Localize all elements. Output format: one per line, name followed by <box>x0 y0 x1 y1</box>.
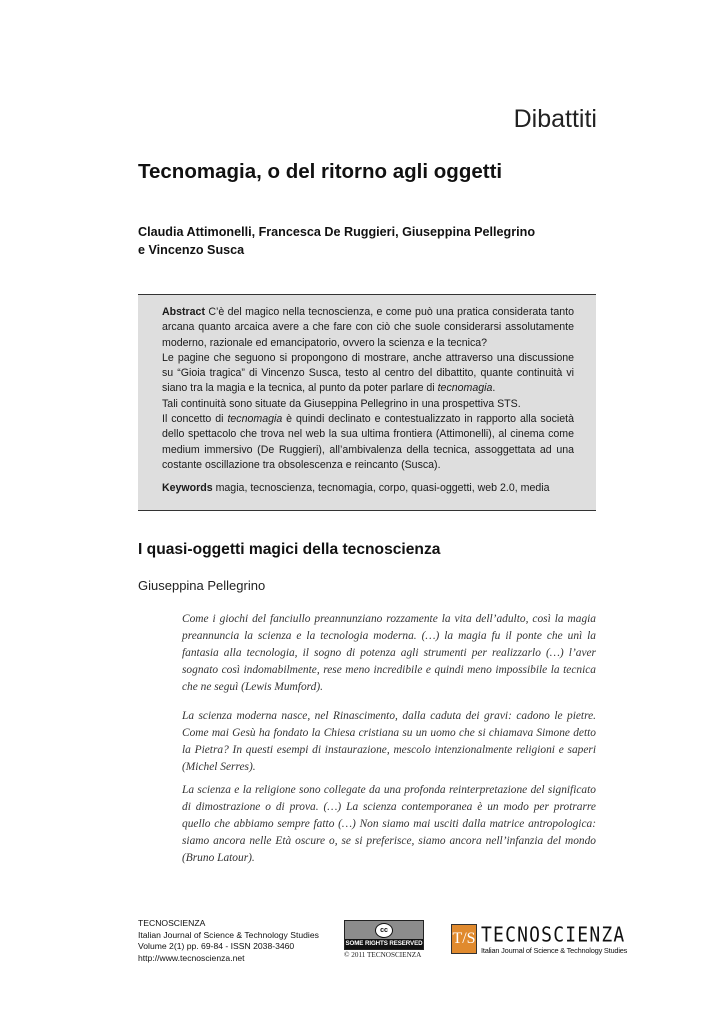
abstract-paragraph <box>162 351 574 397</box>
copyright-note: © 2011 TECNOSCIENZA <box>344 951 422 959</box>
abstract-emphasis: tecnomagia <box>437 382 493 395</box>
journal-logo-subtitle: Italian Journal of Science & Technology Studies <box>481 946 628 955</box>
abstract-box <box>138 294 596 511</box>
footer-volume: Volume 2(1) pp. 69-84 - ISSN 2038-3460 <box>138 941 295 952</box>
footer-journal-full: Italian Journal of Science & Technology Studies <box>138 929 319 940</box>
section-author: Giuseppina Pellegrino <box>138 578 266 593</box>
keywords <box>162 481 574 496</box>
creative-commons-badge[interactable] <box>344 920 424 950</box>
abstract-text-span: Il concetto di <box>162 413 228 426</box>
abstract-emphasis: tecnomagia <box>227 413 283 426</box>
abstract-label: Abstract <box>162 306 205 318</box>
article-title: Tecnomagia, o del ritorno agli oggetti <box>138 160 503 183</box>
authors-line: Claudia Attimonelli, Francesca De Ruggieri, Giuseppina Pellegrino <box>138 225 536 239</box>
section-heading: I quasi-oggetti magici della tecnoscienza <box>138 541 441 558</box>
keywords-list: magia, tecnoscienza, tecnomagia, corpo, quasi-oggetti, web 2.0, media <box>215 482 550 494</box>
cc-icon: cc <box>375 923 393 938</box>
abstract-text-span: . <box>492 382 496 395</box>
authors-line: e Vincenzo Susca <box>138 243 245 257</box>
article-authors <box>138 223 598 259</box>
footer-journal: TECNOSCIENZA <box>138 918 206 928</box>
abstract-paragraph <box>162 412 574 473</box>
epigraph-quote: Come i giochi del fanciullo preannunziano rozzamente la vita dell’adulto, così la magia preannuncia la scienza e la tecnologia moderna. (…) la magia fu il ponte che unì la fantasia alla tecnologia, il sogno di potenza agli strumenti per realizzarlo (…) l’aver sognato così indomabilmente, rese meno incredibile e quindi meno impossibile la tecnica che ne seguì (Lewis Mumford). <box>182 613 596 694</box>
cc-rights-text: SOME RIGHTS RESERVED <box>345 940 423 947</box>
section-label: Dibattiti <box>513 105 597 133</box>
footer-citation <box>138 918 328 964</box>
epigraph-quote: La scienza moderna nasce, nel Rinascimento, dalla caduta dei gravi: cadono le pietre. Come mai Gesù ha fondato la Chiesa cristiana su un uomo che si chiamava Simone detto la Pietra? In questi esempi di instaurazione, mescolo intenzionalmente religioni e saperi (Michel Serres). <box>182 710 596 774</box>
abstract-text <box>162 305 574 473</box>
journal-logo-name: TECNOSCIENZA <box>481 923 626 948</box>
abstract-text-span: Le pagine che seguono si propongono di mostrare, anche attraverso una discussione su “Gioia tragica” di Vincenzo Susca, testo al centro del dibattito, quante continuità vi siano tra la magia e la tecnica, al punto da poter parlare di <box>162 351 574 395</box>
footer-url[interactable]: http://www.tecnoscienza.net <box>138 952 245 963</box>
keywords-label: Keywords <box>162 482 213 494</box>
journal-logo-mark: T/S <box>451 924 477 954</box>
epigraph-quote: La scienza e la religione sono collegate da una profonda reinterpretazione del significato di dimostrazione o di prova. (…) La scienza contemporanea è un modo per protrarre quello che abbiamo sempre fatto (…) Non siamo mai usciti dalla matrice antropologica: siamo ancora nelle Età oscure o, se si preferisce, siamo ancora nell’infanzia del mondo (Bruno Latour). <box>182 784 596 865</box>
abstract-paragraph: Tali continuità sono situate da Giuseppina Pellegrino in una prospettiva STS. <box>162 397 521 410</box>
abstract-paragraph <box>162 305 574 351</box>
abstract-text-span: C’è del magico nella tecnoscienza, e come può una pratica considerata tanto arcana quanto arcaica avere a che fare con ciò che suole considerarsi assolutamente moderno, razionale ed emancipatorio, ovvero la scienza e la tecnica? <box>162 306 574 349</box>
abstract-text-span: è quindi declinato e contestualizzato in rapporto alla società dello spettacolo che trova nel web la sua ultima frontiera (Attimonelli), al cinema come medium immersivo (De Ruggieri), all’ambivalenza della tecnica, assoggettata ad una costante oscillazione tra obsolescenza e reincanto (Susca). <box>162 413 574 471</box>
